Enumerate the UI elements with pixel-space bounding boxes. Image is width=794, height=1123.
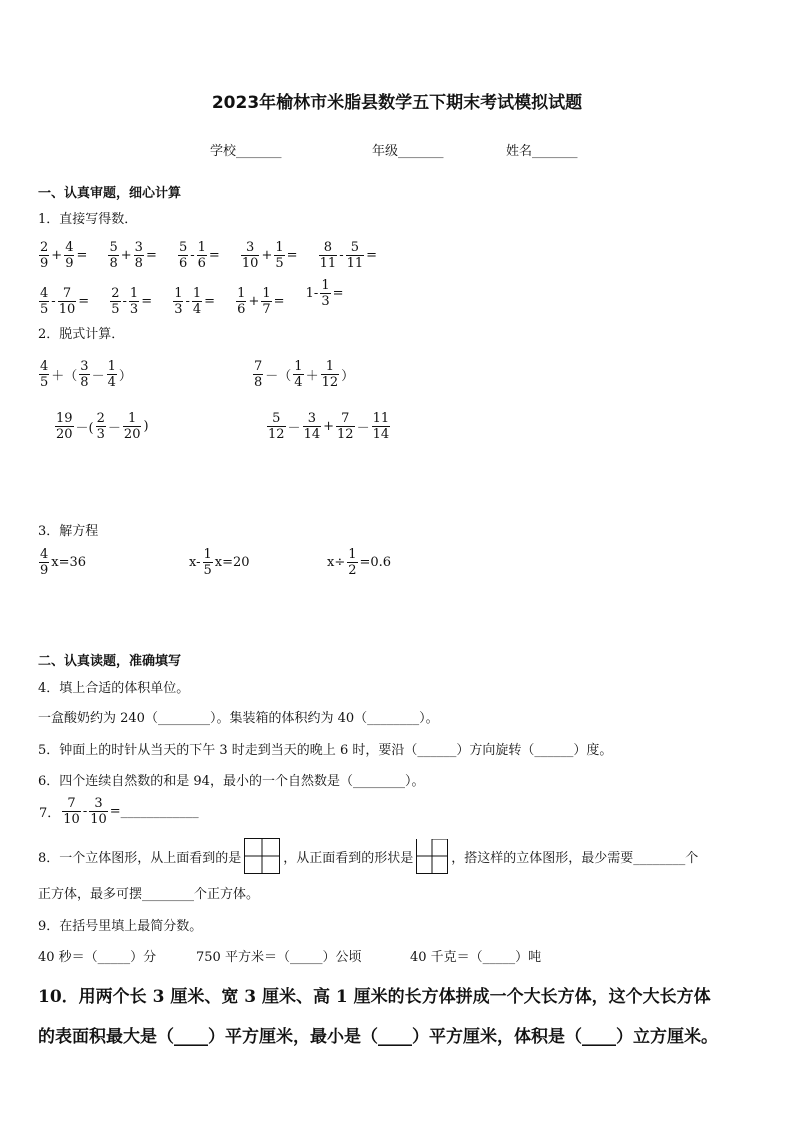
name-label: 姓名 [506,144,533,159]
fraction: $\frac{3}{8}$ [134,240,143,271]
fraction: $\frac{7}{10}$ [58,286,76,317]
fraction: $\frac{1}{5}$ [275,240,284,271]
school-field [210,140,282,159]
q8-line2: 正方体，最多可摆________个正方体。 [38,887,260,902]
q1-expr: $\frac{5}{6}$ - $\frac{1}{6}$ = [178,240,220,271]
fraction: $\frac{1}{20}$ [123,411,141,442]
fraction: $\frac{1}{12}$ [321,359,339,390]
q1-expr: $\frac{5}{8}$ + $\frac{3}{8}$ = [109,240,157,271]
q4-line: 一盒酸奶约为 240（________）。集装箱的体积约为 40（________）。 [38,711,439,726]
fraction: $\frac{1}{3}$ [129,286,139,317]
section1-heading: 一、认真审题，细心计算 [38,186,182,201]
fraction: $\frac{8}{11}$ [319,240,337,271]
q1-expr: 1- $\frac{1}{3}$ = [305,278,344,309]
q2-expr2: $\frac{7}{8}$ －（ $\frac{1}{4}$ ＋ $\frac{1}{12}$ ） [254,359,355,390]
q1-expr: $\frac{3}{10}$ + $\frac{1}{5}$ = [241,240,298,271]
q7: 7． $\frac{7}{10}$ - $\frac{3}{10}$ =____________ [39,796,199,827]
q9-item: 40 千克＝（_____）吨 [410,950,542,965]
fraction: $\frac{1}{6}$ [197,240,206,271]
q1-row1 [38,236,378,270]
q3-label: 3．解方程 [38,524,99,539]
q4-label: 4．填上合适的体积单位。 [38,681,190,696]
page-title: 2023年榆林市米脂县数学五下期末考试模拟试题 [211,93,583,113]
school-label: 学校 [210,144,237,159]
fraction: $\frac{5}{6}$ [178,240,188,271]
q9-item: 40 秒＝（_____）分 [38,950,157,965]
fraction: $\frac{4}{5}$ [40,359,49,390]
q1-expr: $\frac{1}{3}$ - $\frac{1}{4}$ = [174,286,216,317]
fraction: $\frac{19}{20}$ [56,411,73,442]
fraction: $\frac{1}{3}$ [174,286,183,317]
fraction: $\frac{2}{5}$ [111,286,120,317]
fraction: $\frac{7}{12}$ [337,411,354,442]
grade-blank: _______ [398,144,444,159]
fraction: $\frac{1}{7}$ [262,286,271,317]
fraction: $\frac{1}{3}$ [321,278,330,309]
q8-line1 [38,838,698,874]
fraction: $\frac{1}{4}$ [107,359,116,390]
q6-text: 6．四个连续自然数的和是 94，最小的一个自然数是（________）。 [38,774,425,789]
q1-expr: $\frac{8}{11}$ - $\frac{5}{11}$ = [319,240,378,271]
q9-label: 9．在括号里填上最简分数。 [38,919,203,934]
q1-row2 [38,279,345,316]
q5-text: 5．钟面上的时针从当天的下午 3 时走到当天的晚上 6 时，要沿（______）方向旋转（______）度。 [38,743,613,758]
name-field [506,140,578,159]
fraction: $\frac{2}{9}$ [40,240,49,271]
q3-eq1: $\frac{4}{9}$ x=36 [40,547,87,578]
q3-eq3: x÷ $\frac{1}{2}$ =0.6 [327,547,392,578]
q1-expr: $\frac{4}{5}$ - $\frac{7}{10}$ = [40,286,90,317]
fraction: $\frac{1}{2}$ [348,547,357,578]
grade-label: 年级 [372,144,399,159]
q8-part3: ，搭这样的立体图形，最少需要________个 [451,850,699,866]
fraction: $\frac{7}{8}$ [254,359,263,390]
fraction: $\frac{4}{9}$ [65,240,74,271]
fraction: $\frac{4}{5}$ [40,286,49,317]
grade-field [372,140,444,159]
section2-heading: 二、认真读题，准确填写 [38,654,182,669]
q3-eq2: x- $\frac{1}{5}$ x=20 [189,547,250,578]
q8-part2: ，从正面看到的形状是 [283,850,414,866]
fraction: $\frac{7}{10}$ [63,796,80,827]
q8-part1: 8．一个立体图形，从上面看到的是 [38,850,242,866]
q9-item: 750 平方米＝（_____）公顷 [196,950,362,965]
q10-line1: 10．用两个长 3 厘米、宽 3 厘米、高 1 厘米的长方体拼成一个大长方体，这个大长方体 [38,987,711,1007]
front-view-grid-icon [416,839,448,874]
fraction: $\frac{3}{10}$ [90,796,107,827]
q1-expr: $\frac{1}{6}$ + $\frac{1}{7}$ = [237,286,285,317]
fraction: $\frac{11}{14}$ [372,411,390,442]
fraction: $\frac{3}{14}$ [303,411,321,442]
q2-expr1: $\frac{4}{5}$ ＋（ $\frac{3}{8}$ － $\frac{1}{4}$ ） [40,359,132,390]
fraction: $\frac{3}{10}$ [241,240,259,271]
fraction: $\frac{5}{12}$ [268,411,285,442]
top-view-grid-icon [244,838,280,874]
fraction: $\frac{3}{8}$ [80,359,89,390]
fraction: $\frac{5}{11}$ [346,240,364,271]
q1-label: 1．直接写得数． [38,212,138,227]
q7-label: 7． [39,806,61,821]
q2-expr4: $\frac{5}{12}$ － $\frac{3}{14}$ + $\frac{7}{12}$ － $\frac{11}{14}$ [268,411,390,442]
fraction: $\frac{2}{3}$ [96,411,105,442]
fraction: $\frac{1}{4}$ [192,286,202,317]
fraction: $\frac{1}{5}$ [203,547,212,578]
name-blank: _______ [532,144,578,159]
fraction: $\frac{4}{9}$ [40,547,49,578]
fraction: $\frac{1}{6}$ [237,286,246,317]
q1-expr: $\frac{2}{9}$ + $\frac{4}{9}$ = [40,240,88,271]
q1-expr: $\frac{2}{5}$ - $\frac{1}{3}$ = [111,286,153,317]
q10-line2: 的表面积最大是（____）平方厘米，最小是（____）平方厘米，体积是（____）立方厘米。 [38,1027,718,1047]
q2-expr3: $\frac{19}{20}$ －( $\frac{2}{3}$ － $\frac{1}{20}$ ) [56,411,149,442]
fraction: $\frac{1}{4}$ [294,359,303,390]
school-blank: _______ [236,144,282,159]
q2-label: 2．脱式计算． [38,327,125,342]
fraction: $\frac{5}{8}$ [109,240,118,271]
